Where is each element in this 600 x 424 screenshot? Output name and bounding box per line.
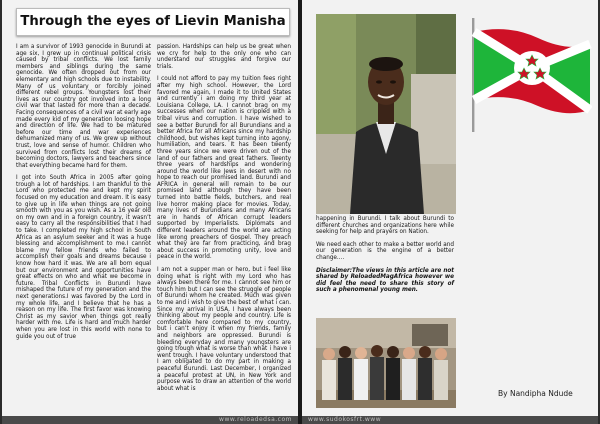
burundi-flag bbox=[468, 14, 592, 132]
right-page bbox=[302, 0, 598, 416]
left-column-2 bbox=[157, 44, 291, 398]
byline: By Nandipha Ndude bbox=[498, 389, 573, 398]
paragraph: I am not a supper man or hero, but i feel like doing what is right with my Lord who has always been there for me. I cannot see him or touch him but I can see the struggle of people of Burundi whom he created. Much was given to me and i wish to give the best of what i can. Since my arrival in USA, I have always been thinking about my people and country. Life is comfortable here compared to my country, but i can’t enjoy it when my friends, family and neighbors are oppressed. Burundi is bleeding everyday and many youngsters are going trough what is worse than what i have i went trough. I have voluntary understood that I am obligated to do my part in making a peaceful Burundi. Last December, I organized a peaceful protest at UN, in New York and purpose was to draw an attention of the world about what is bbox=[157, 267, 291, 392]
right-footer bbox=[302, 416, 598, 424]
paragraph: passion. Hardships can help us be great when we cry for help to the only one who can understand our struggles and forgive our trials. bbox=[157, 44, 291, 70]
group-image bbox=[316, 318, 456, 408]
disclaimer: Disclaimer:The views in this article are not shared by ReloadedMagAfrica however we did feel the need to share this story of such a phenomenal young men. bbox=[316, 267, 454, 294]
paragraph: happening in Burundi. I talk about Burundi to different churches and organizations here while seeking for help and prayers on Nation. bbox=[316, 216, 454, 236]
group-photo bbox=[316, 318, 456, 408]
left-column-1 bbox=[16, 44, 151, 346]
left-page bbox=[2, 0, 298, 416]
paragraph: I am a survivor of 1993 genocide in Burundi at age six, I grew up in continual political crisis caused by tribal conflicts. We lost family members and siblings during the same genocide. We often dropped out from our elementary and high schools due to instability. Many of us voluntary or forcibly joined different rebel groups. Youngsters lost their lives as our country got involved into a long civil war that lasted for more than a decade. Facing consequences of a civil war at early age made every kid of my generation loosing hope and direction of life. We had to be matured before our time and war experiences dehumanized many of us. We grew up without trust, love and sense of humor. Children who survived from conflicts lost their dreams of becoming doctors, lawyers and teachers since that everything became hard for them. bbox=[16, 44, 151, 169]
paragraph: We need each other to make a better world and our generation is the engine of a better change.... bbox=[316, 241, 454, 261]
portrait-photo bbox=[316, 14, 456, 214]
paragraph: I got into South Africa in 2005 after going trough a lot of hardships. I am thankful to the Lord who protected me and kept my spirit focused on my education and dream. It is easy to give up in life when things are not going smooth with you as you wish. As a 16 year old on my own and in a foreign country, it wasn’t easy to carry all the responsibilities that I had to take. I completed my high school in South Africa as an asylum seeker and it was a huge blessing and accomplishment to me.I cannot blame my fellow friends who failed to accomplish their goals and dreams because i know how hard it was. We are all born equal but our environment and opportunities have great effects on who and what we become in future. Tribal Conflicts in Burundi have mishaped the future of my generation and the next generations.I was favored by the Lord in my whole life, and I believe that he has a reason on my life. The first favor was knowing Christ as my savior when things got really harder with me. Life is hard and much harder when you are lost in this world with none to guide you out of true bbox=[16, 175, 151, 340]
flag-icon bbox=[468, 14, 592, 132]
footer-url[interactable]: www.reloadedsa.com bbox=[219, 416, 292, 423]
footer-url[interactable]: www.sudokosfrt.www bbox=[308, 416, 382, 423]
portrait-image bbox=[316, 14, 456, 214]
paragraph: I could not afford to pay my tuition fees right after my high school. However, the Lord favored me again, I made it to United States and currently i am doing my third year at Louisiana College, LA. I cannot brag on my successes when our nation is crippled with a tribal virus and corruption. I have wished to see a better Burundi for all Burundians and a better Africa for all Africans since my hardship childhood, but wishes kept turning into agony, humiliation, and tears. It has been twenty three years since we were driven out of the land of our fathers and great fathers. Twenty three years of hardships and wondering around the world like Jews in desert with no hope to reach our promised land. Burundi and AFRICA in general will remain to be our promised land although they have been turned into battle fields, butchers, and real live horror making place for movies. Today, many lives of Burundians and many Africans are in hands of African corrupt leaders supported by Imperialists. Diplomats and different leaders around the world are acting like wrong preachers of Gospel. They preach what they are far from practicing, and brag about success in promoting unity, love and peace in the world. bbox=[157, 76, 291, 261]
article-title: Through the eyes of Lievin Manisha bbox=[16, 8, 290, 36]
right-column-1 bbox=[316, 216, 454, 300]
left-footer bbox=[2, 416, 298, 424]
